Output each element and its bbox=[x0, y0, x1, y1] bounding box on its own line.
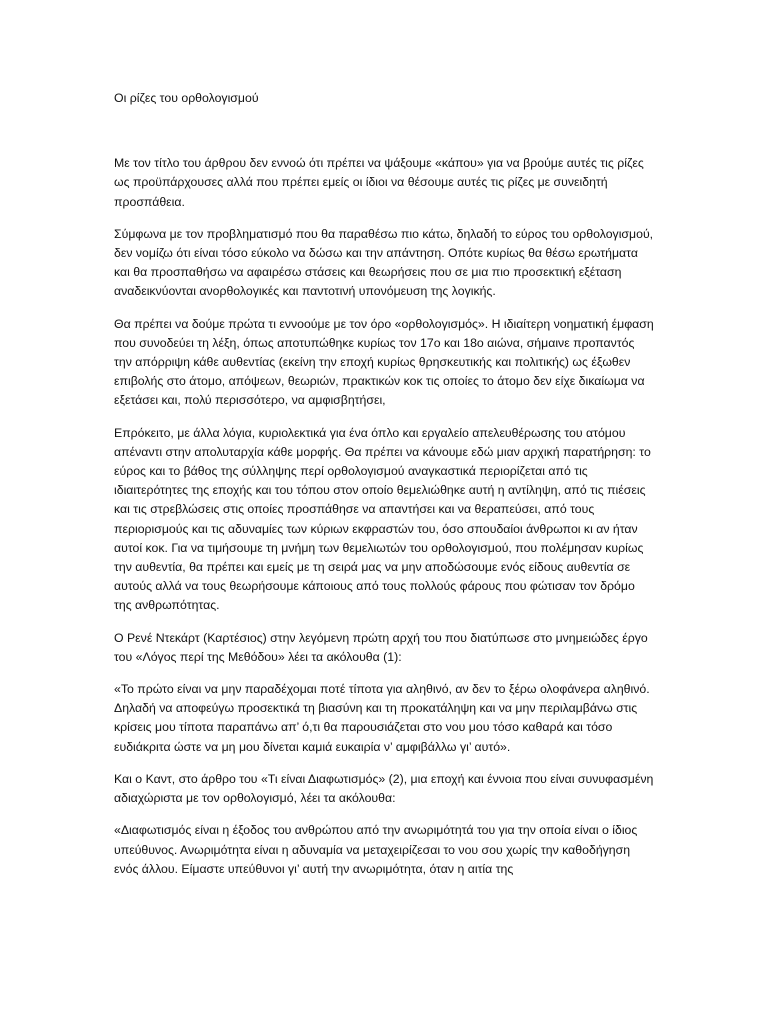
document-body bbox=[114, 89, 654, 892]
paragraph-descartes-quote: «Το πρώτο είναι να μην παραδέχομαι ποτέ τίποτα για αληθινό, αν δεν το ξέρω ολοφάνερα αληθινό. Δηλαδή να αποφεύγω προσεκτικά τη βιασύνη και τη προκατάληψη και να μην περιλαμβάνω στις κρίσεις μου τίποτα παραπάνω απ’ ό,τι θα παρουσιάζεται στο νου μου τόσο καθαρά και τόσο ευδιάκριτα ώστε να μη μου δίνεται καμιά ευκαιρία ν’ αμφιβάλλω γι’ αυτό». bbox=[114, 682, 650, 754]
paragraph-liberation: Επρόκειτο, με άλλα λόγια, κυριολεκτικά για ένα όπλο και εργαλείο απελευθέρωσης του ατόμου απέναντι στην απολυταρχία κάθε μορφής. Θα πρέπει να κάνουμε εδώ μιαν αρχική παρατήρηση: το εύρος και το βάθος της σύλληψης περί ορθολογισμού αναγκαστικά περιορίζεται από τις ιδιαιτερότητες της εποχής και του τόπου στον οποίο θεμελιώθηκε αυτή η αντίληψη, από τις πιέσεις και τις στρεβλώσεις στις οποίες προσπάθησε να απαντήσει και να θεραπεύσει, από τους περιορισμούς και τις αδυναμίες των κύριων εκφραστών του, όσο σπουδαίοι άνθρωποι κι αν ήταν αυτοί κοκ. Για να τιμήσουμε τη μνήμη των θεμελιωτών του ορθολογισμού, που πολέμησαν κυρίως την αυθεντία, θα πρέπει και εμείς με τη σειρά μας να μην αποδώσουμε ενός είδους αυθεντία σε αυτούς αλλά να τους θεωρήσουμε κάποιους από τους πολλούς φάρους που φώτισαν τον δρόμο της ανθρωπότητας. bbox=[114, 425, 651, 613]
paragraph-kant-intro: Και ο Καντ, στο άρθρο του «Τι είναι Διαφωτισμός» (2), μια εποχή και έννοια που είναι συνυφασμένη αδιαχώριστα με τον ορθολογισμό, λέει τα ακόλουθα: bbox=[114, 771, 654, 806]
paragraph-intro: Με τον τίτλο του άρθρου δεν εννοώ ότι πρέπει να ψάξουμε «κάπου» για να βρούμε αυτές τις ρίζες ως προϋπάρχουσες αλλά που πρέπει εμείς οι ίδιοι να θέσουμε αυτές τις ρίζες με συνειδητή προσπάθεια. bbox=[114, 156, 644, 209]
paragraph-kant-quote: «Διαφωτισμός είναι η έξοδος του ανθρώπου από την ανωριμότητά του για την οποία είναι ο ίδιος υπεύθυνος. Ανωριμότητα είναι η αδυναμία να μεταχειρίζεσαι το νου σου χωρίς την καθοδήγηση ενός άλλου. Είμαστε υπεύθυνοι γι’ αυτή την ανωριμότητα, όταν η αιτία της bbox=[114, 823, 638, 876]
paragraph-definition: Θα πρέπει να δούμε πρώτα τι εννοούμε με τον όρο «ορθολογισμός». Η ιδιαίτερη νοηματική έμφαση που συνοδεύει τη λέξη, όπως αποτυπώθηκε κυρίως τον 17ο και 18ο αιώνα, σήμαινε προπαντός την απόρριψη κάθε αυθεντίας (εκείνη την εποχή κυρίως θρησκευτικής και πολιτικής) ως έξωθεν επιβολής στο άτομο, απόψεων, θεωριών, πρακτικών κοκ τις οποίες το άτομο δεν είχε δικαίωμα να εξετάσει και, πολύ περισσότερο, να αμφισβητήσει, bbox=[114, 316, 654, 408]
paragraph-descartes-intro: Ο Ρενέ Ντεκάρτ (Καρτέσιος) στην λεγόμενη πρώτη αρχή του που διατύπωσε στο μνημειώδες έργο του «Λόγος περί της Μεθόδου» λέει τα ακόλουθα (1): bbox=[114, 630, 648, 664]
paragraph-scope: Σύμφωνα με τον προβληματισμό που θα παραθέσω πιο κάτω, δηλαδή το εύρος του ορθολογισμού, δεν νομίζω ότι είναι τόσο εύκολο να δώσω και την απάντηση. Οπότε κυρίως θα θέσω ερωτήματα και θα προσπαθήσω να αφαιρέσω στάσεις και θεωρήσεις που σε μια πιο προσεκτική εξέταση αναδεικνύονται ανορθολογικές και παντοτινή υπονόμευση της λογικής. bbox=[114, 226, 654, 299]
document-title: Οι ρίζες του ορθολογισμού bbox=[114, 91, 259, 105]
